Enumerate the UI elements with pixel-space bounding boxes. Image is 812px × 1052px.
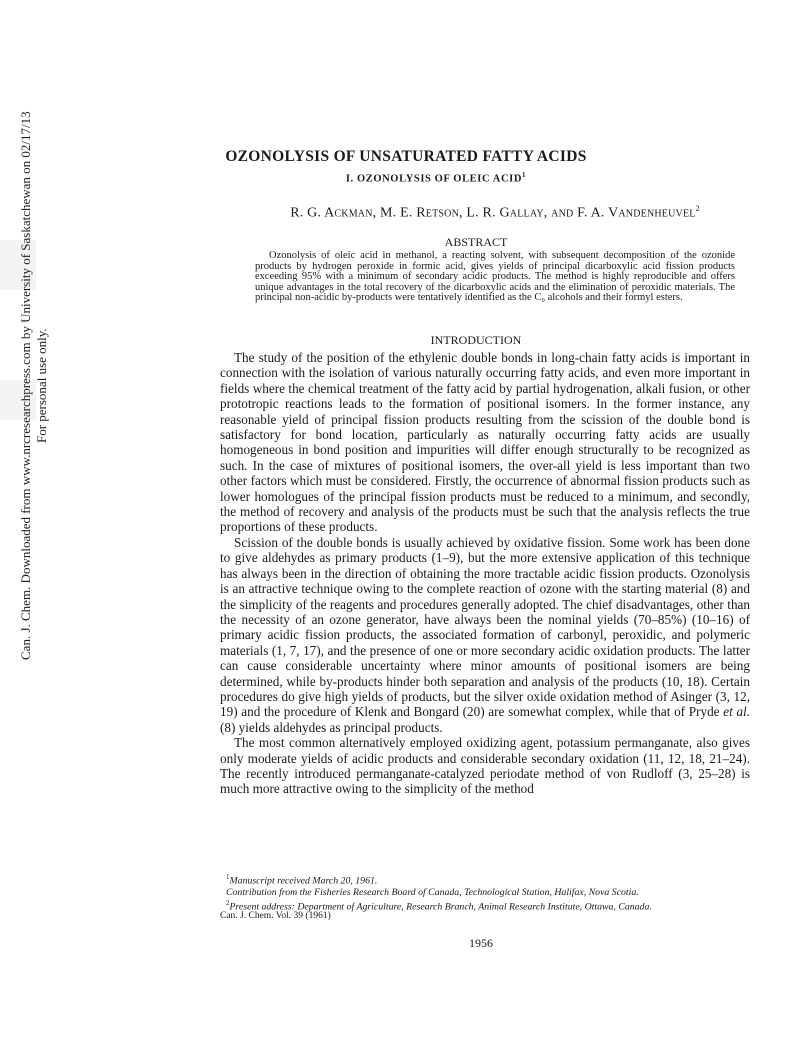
footnote-marker: 2	[695, 204, 700, 213]
section-heading-introduction: INTRODUCTION	[430, 333, 522, 347]
footnote	[220, 872, 750, 887]
article-subtitle	[0, 171, 812, 185]
page-number: 1956	[469, 936, 493, 950]
footnote-marker: 1	[226, 873, 230, 881]
footnote: Contribution from the Fisheries Research Board of Canada, Technological Station, Halifax, Nova Scotia.	[226, 886, 639, 898]
paragraph	[220, 535, 750, 735]
abstract-text: Ozonolysis of oleic acid in methanol, a reacting solvent, with subsequent decomposition of the ozonide products by hydrogen peroxide in formic acid, gives yields of principal dicarboxylic acid fission products exceeding 95% with a minimum of secondary acidic products. The method is highly reproducible and offers unique advantages in the total recovery of the dicarboxylic acids and the elimination of peroxidic materials. The principal non-acidic by-products were tentatively identified as the C₉ alcohols and their formyl esters.	[255, 250, 735, 303]
body-text	[220, 350, 750, 797]
download-watermark-text	[18, 111, 50, 660]
article-title: OZONOLYSIS OF UNSATURATED FATTY ACIDS	[225, 148, 587, 165]
footnotes	[220, 872, 750, 913]
author-names: R. G. Ackman, M. E. Retson, L. R. Gallay, and F. A. Vandenheuvel	[290, 205, 696, 221]
journal-reference: Can. J. Chem. Vol. 39 (1961)	[220, 911, 331, 921]
footnote-marker: 1	[522, 171, 527, 179]
paragraph: The most common alternatively employed oxidizing agent, potassium permanganate, also gives only moderate yields of acidic products and considerable secondary oxidation (11, 12, 18, 21–24). The recently introduced permanganate-catalyzed periodate method of von Rudloff (3, 25–28) is much more attractive owing to the simplicity of the method	[220, 735, 750, 797]
paragraph-text: Scission of the double bonds is usually achieved by oxidative fission. Some work has been done to give aldehydes as primary products (1–9), but the more extensive application of this technique has always been in the direction of obtaining the more tractable acidic fission products. Ozonolysis is an attractive technique owing to the complete reaction of ozone with the starting material (8) and the simplicity of the reagents and procedures generally adopted. The chief disadvantages, other than the necessity of an ozone generator, have always been the nominal yields (70–85%) (10–16) of primary acidic fission products, the associated formation of carbonyl, peroxidic, and polymeric materials (1, 7, 17), and the presence of one or more secondary acidic oxidation products. The latter can cause considerable uncertainty where minor amounts of positional isomers are being determined, while by-products hinder both separation and analysis of the products (10, 18). Certain procedures do give high yields of products, but the silver oxide oxidation method of Asinger (3, 12, 19) and the procedure of Klenk and Bongard (20) are somewhat complex, while that of Pryde	[220, 534, 750, 720]
footnote-marker: 2	[226, 899, 230, 908]
watermark-line: Can. J. Chem. Downloaded from www.nrcresearchpress.com by University of Saskatchewan on 02/17/13	[18, 111, 33, 660]
footnote-text: Manuscript received March 20, 1961.	[229, 875, 378, 887]
footnote-text: Present address: Department of Agriculture, Research Branch, Animal Research Institute, Ottawa, Canada.	[229, 901, 652, 913]
abstract-heading: ABSTRACT	[444, 235, 508, 249]
paragraph: The study of the position of the ethylenic double bonds in long-chain fatty acids is important in connection with the isolation of various naturally occurring fatty acids, and even more important in fields where the chemical treatment of the fatty acid by partial hydrogenation, alkali fusion, or other prototropic reactions leads to the formation of positional isomers. In the former instance, any reasonable yield of principal fission products resulting from the scission of the double bond is satisfactory for bond location, particularly as naturally occurring fatty acids are usually homogeneous in bond position and impurities will differ enough structurally to be recognized as such. In the case of mixtures of positional isomers, the over-all yield is less important than two other factors which must be considered. Firstly, the occurrence of abnormal fission products such as lower homologues of the principal fission products must be reduced to a minimum, and secondly, the method of recovery and analysis of the products must be such that the analysis reflects the true proportions of these products.	[220, 350, 750, 535]
subtitle-text: I. OZONOLYSIS OF OLEIC ACID	[345, 173, 523, 185]
paragraph-text: (8) yields aldehydes as principal products.	[220, 719, 443, 735]
watermark-line: For personal use only.	[34, 328, 49, 444]
author-list	[215, 204, 775, 222]
paragraph-text-italic: et al.	[723, 704, 750, 720]
